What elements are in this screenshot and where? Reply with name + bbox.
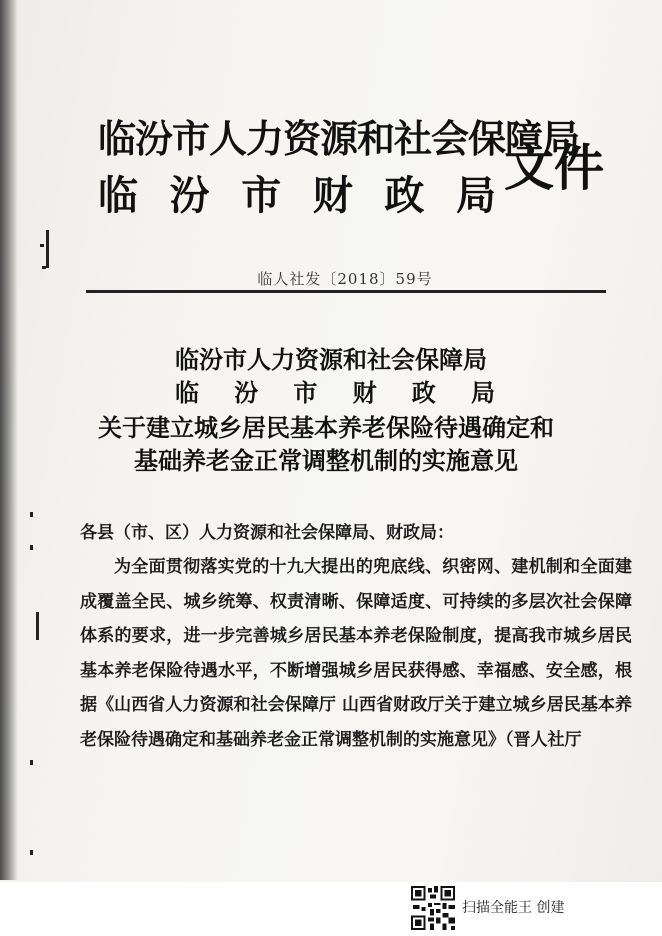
scanner-watermark: 扫描全能王 创建 [462, 900, 565, 916]
title-char: 汾 [234, 378, 259, 407]
scan-edge-shadow [0, 0, 18, 880]
header-divider [86, 290, 606, 293]
title-line-4: 基础养老金正常调整机制的实施意见 [134, 446, 518, 475]
dept-char: 局 [455, 172, 496, 219]
dept-char: 财 [312, 172, 353, 219]
title-char: 财 [352, 378, 377, 407]
title-line-1: 临汾市人力资源和社会保障局 [175, 345, 487, 374]
issuing-dept-line-1: 临汾市人力资源和社会保障局 [98, 116, 580, 161]
title-char: 局 [470, 378, 495, 407]
title-char: 市 [293, 378, 318, 407]
binding-mark [30, 545, 33, 550]
dept-char: 临 [98, 172, 138, 219]
title-char: 临 [175, 378, 199, 407]
binding-mark [42, 266, 46, 269]
dept-char: 汾 [169, 172, 210, 219]
binding-mark [30, 850, 33, 855]
title-char: 政 [411, 378, 436, 407]
document-number: 临人社发〔2018〕59号 [257, 270, 433, 288]
dept-char: 市 [241, 172, 282, 219]
document-type-label: 文件 [504, 138, 604, 197]
issuing-dept-line-2 [98, 164, 496, 221]
title-line-2 [175, 373, 495, 408]
binding-mark [40, 244, 44, 247]
binding-mark [36, 612, 39, 640]
binding-mark [46, 230, 49, 268]
salutation: 各县（市、区）人力资源和社会保障局、财政局： [80, 523, 454, 543]
body-paragraph: 为全面贯彻落实党的十九大提出的兜底线、织密网、建机制和全面建成覆盖全民、城乡统筹、权责清晰、保障适度、可持续的多层次社会保障体系的要求，进一步完善城乡居民基本养老保险制度，提高我市城乡居民基本养老保险待遇水平，不断增强城乡居民获得感、幸福感、安全感，根据《山西省人力资源和社会保障厅 山西省财政厅关于建立城乡居民基本养老保险待遇确定和基础养老金正常调整机制的实施意见》（晋人社厅 [80, 557, 632, 750]
qr-code-icon [410, 886, 456, 930]
binding-mark [30, 512, 33, 517]
binding-mark [30, 760, 33, 765]
title-line-3: 关于建立城乡居民基本养老保险待遇确定和 [98, 413, 554, 442]
dept-char: 政 [384, 172, 425, 219]
